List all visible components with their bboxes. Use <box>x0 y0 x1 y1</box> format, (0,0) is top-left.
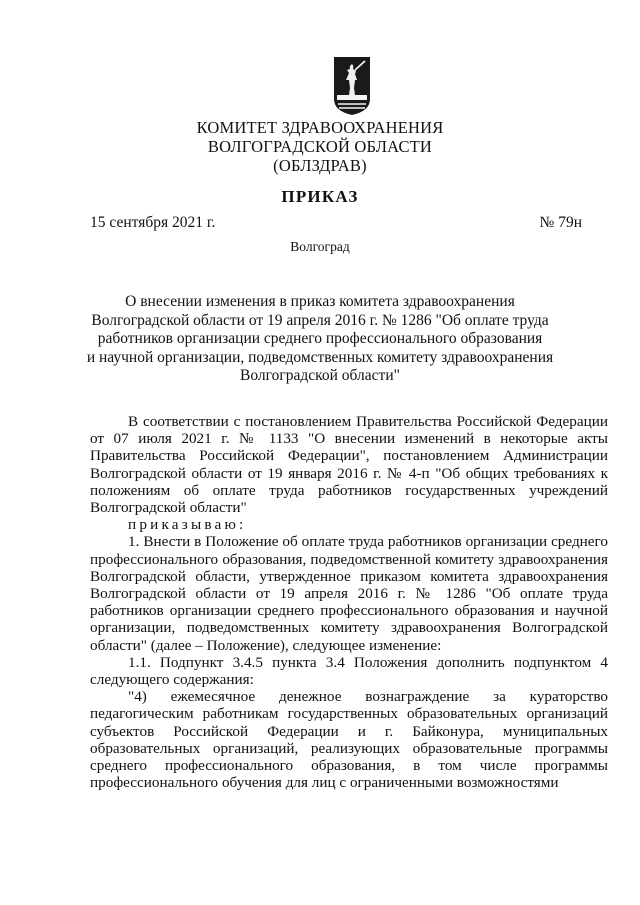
subject-line: Волгоградской области" <box>240 367 400 385</box>
order-subject <box>0 293 640 386</box>
document-title: ПРИКАЗ <box>281 187 359 206</box>
order-word: приказываю: <box>128 516 247 534</box>
subject-line: О внесении изменения в приказ комитета здравоохранения <box>125 293 515 310</box>
subject-line: и научной организации, подведомственных комитету здравоохранения <box>86 348 554 366</box>
order-number: № 79н <box>539 214 582 231</box>
preamble-paragraph: В соответствии с постановлением Правительства Российской Федерации от 07 июля 2021 г. № 1133 "О внесении изменений в некоторые акты Правительства Российской Федерации", постановлением Администрации Волгоградской области от 19 января 2016 г. № 4-п "Об общих требованиях к положениям об оплате труда работников государственных учреждений Волгоградской области" <box>90 413 608 517</box>
issuer-block <box>0 118 640 175</box>
issuer-abbreviation: (ОБЛЗДРАВ) <box>273 156 367 175</box>
issuer-line: ВОЛГОГРАДСКОЙ ОБЛАСТИ <box>207 137 433 156</box>
issuer-line: КОМИТЕТ ЗДРАВООХРАНЕНИЯ <box>196 118 444 137</box>
order-item-1: 1. Внести в Положение об оплате труда работников организации среднего профессионального образования, подведомственной комитету здравоохранения Волгоградской области, утвержденное приказом комитета здравоохранения Волгоградской области от 19 апреля 2016 г. № 1286 "Об оплате труда работников организации среднего профессионального образования и научной организации, подведомственных комитету здравоохранения Волгоградской области" (далее – Положение), следующее изменение: <box>90 533 608 654</box>
coat-of-arms-icon <box>332 55 372 117</box>
subject-line: Волгоградской области от 19 апреля 2016 г. № 1286 "Об оплате труда <box>91 311 549 329</box>
order-item-1-1: 1.1. Подпункт 3.4.5 пункта 3.4 Положения дополнить подпунктом 4 следующего содержания: <box>90 653 608 689</box>
subitem-4: "4) ежемесячное денежное вознаграждение за кураторство педагогическим работникам государственных образовательных организаций субъектов Российской Федерации и г. Байконура, муниципальных образовательных организаций, реализующих образовательные программы среднего профессионального образования, в том числе программы профессионального обучения для лиц с ограниченными возможностями <box>90 688 608 792</box>
subject-line: работников организации среднего профессионального образования <box>97 330 543 348</box>
order-body <box>90 413 608 791</box>
order-date: 15 сентября 2021 г. <box>90 214 216 231</box>
order-city: Волгоград <box>290 239 350 254</box>
